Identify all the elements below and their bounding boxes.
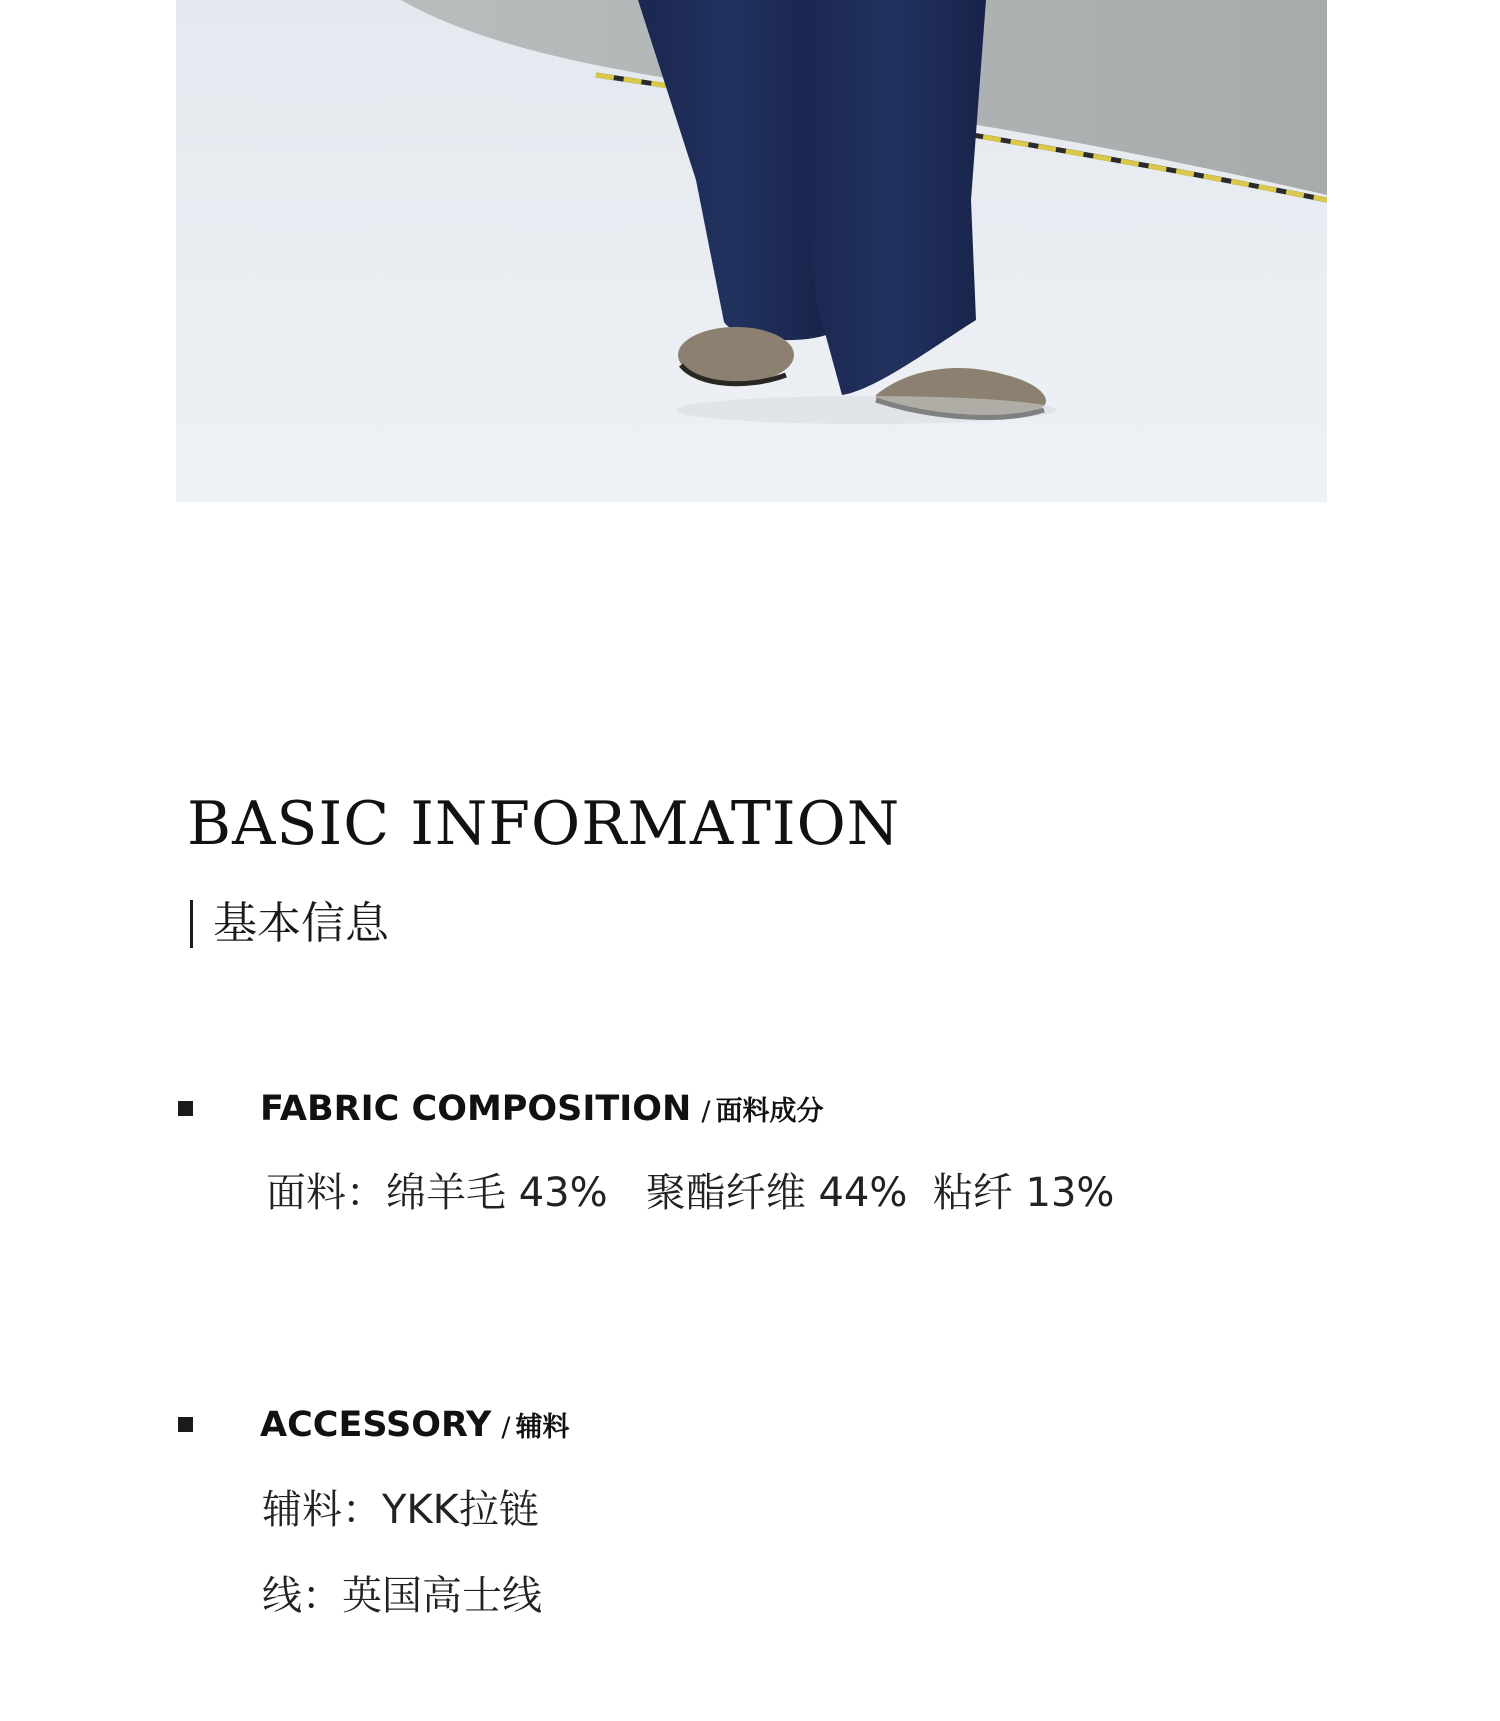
- fabric-heading-en: FABRIC COMPOSITION: [260, 1089, 692, 1129]
- page-subtitle: [190, 900, 389, 948]
- product-photo: [176, 0, 1327, 502]
- accessory-heading-en: ACCESSORY: [260, 1405, 492, 1445]
- page-title: BASIC INFORMATION: [187, 789, 901, 859]
- heading-separator: /: [501, 1412, 511, 1443]
- accessory-heading: [260, 1405, 570, 1445]
- square-bullet-icon: [178, 1101, 193, 1116]
- page-subtitle-text: 基本信息: [213, 898, 389, 949]
- fabric-heading-zh: 面料成分: [715, 1096, 824, 1127]
- vertical-bar-divider: [190, 900, 193, 948]
- fabric-heading: [260, 1089, 824, 1129]
- square-bullet-icon: [178, 1417, 193, 1432]
- accessory-heading-zh: 辅料: [515, 1412, 570, 1443]
- accessory-zipper-text: 辅料：YKK拉链: [262, 1487, 539, 1533]
- accessory-thread-text: 线：英国高士线: [262, 1573, 542, 1619]
- heading-separator: /: [701, 1096, 711, 1127]
- model-lower-legs-photo: [176, 0, 1327, 502]
- fabric-composition-text: 面料：绵羊毛 43% 聚酯纤维 44% 粘纤 13%: [266, 1170, 1115, 1216]
